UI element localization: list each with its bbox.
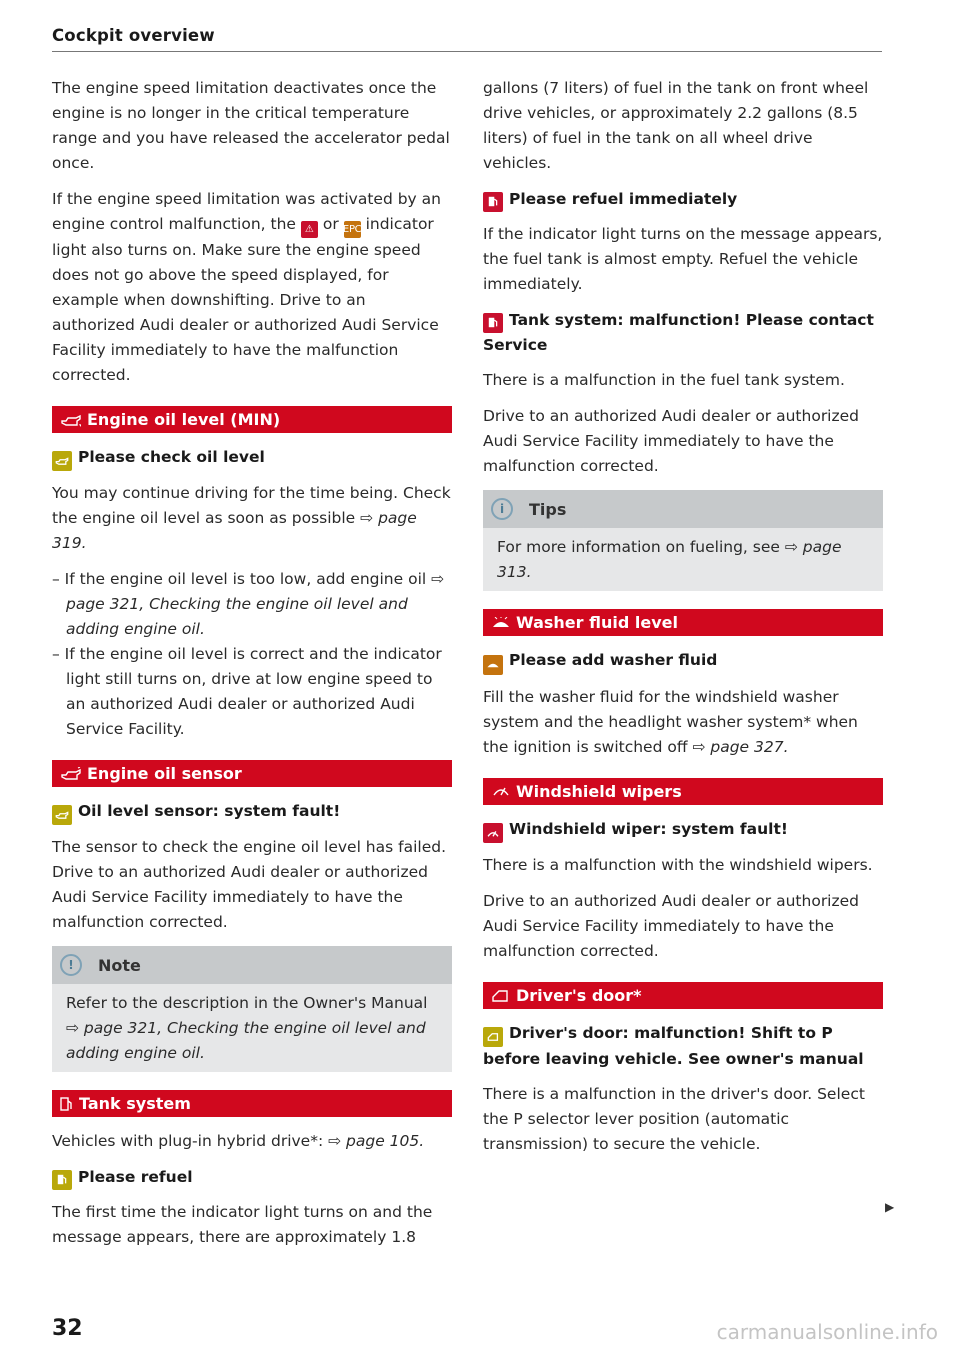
instruction-list	[52, 567, 452, 742]
page-number: 32	[52, 1316, 83, 1341]
fuel-pump-icon	[483, 313, 503, 333]
page-reference: ⇨ page 327.	[692, 737, 789, 756]
page-reference: ⇨ page 321, Checking the engine oil level and adding engine oil.	[66, 1019, 426, 1062]
paragraph: The first time the indicator light turns on and the message appears, there are approximately 1.8	[52, 1203, 433, 1246]
info-icon: i	[491, 498, 513, 520]
note-body: Refer to the description in the Owner's Manual ⇨ page 321, Checking the engine oil level and adding engine oil.	[52, 984, 452, 1072]
paragraph: If the indicator light turns on the message appears, the fuel tank is almost empty. Refuel the vehicle immediately.	[483, 225, 883, 293]
epc-icon: EPC	[344, 221, 361, 238]
fuel-pump-icon	[60, 1096, 74, 1112]
subheading: Please add washer fluid	[483, 648, 883, 675]
section-bar-washer: Washer fluid level	[483, 609, 883, 636]
page-reference: ⇨ page 313.	[497, 538, 842, 581]
oil-sensor-icon	[52, 805, 72, 825]
wiper-icon	[491, 785, 511, 797]
page-reference: ⇨ page 319.	[52, 509, 417, 552]
note-box	[52, 946, 452, 1072]
subheading: Please refuel immediately	[483, 187, 883, 212]
fuel-pump-icon	[52, 1170, 72, 1190]
section-bar-wipers: Windshield wipers	[483, 778, 883, 805]
tips-body: For more information on fueling, see ⇨ page 313.	[483, 528, 883, 591]
continue-arrow-icon: ▶	[885, 1200, 895, 1214]
subheading: Tank system: malfunction! Please contact Service	[483, 311, 874, 354]
paragraph: The sensor to check the engine oil level has failed. Drive to an authorized Audi dealer or authorized Audi Service Facility immediately to have the malfunction corrected.	[52, 838, 447, 931]
paragraph: You may continue driving for the time being. Check the engine oil level as soon as possible ⇨ page 319.	[52, 484, 451, 552]
section-bar-door: Driver's door*	[483, 982, 883, 1009]
section-bar-oil-level: Engine oil level (MIN)	[52, 406, 452, 433]
exclamation-icon: !	[60, 954, 82, 976]
paragraph: There is a malfunction in the fuel tank system.	[483, 371, 845, 389]
paragraph: gallons (7 liters) of fuel in the tank on front wheel drive vehicles, or approximately 2.2 gallons (8.5 liters) of fuel in the tank on all wheel drive vehicles.	[483, 79, 869, 172]
engine-warning-icon: ⚠	[301, 221, 318, 238]
door-icon	[491, 989, 511, 1003]
section-bar-oil-sensor: Engine oil sensor	[52, 760, 452, 787]
right-column	[483, 76, 883, 1168]
fuel-pump-icon	[483, 192, 503, 212]
subheading: Please refuel	[52, 1165, 452, 1190]
page-reference: ⇨ page 321, Checking the engine oil level and adding engine oil.	[66, 570, 445, 638]
paragraph: If the engine speed limitation was activated by an engine control malfunction, the ⚠ or EPC indicator light also turns on. Make sure the engine speed does not go above the speed displayed, for example when downshifting. Drive to an authorized Audi dealer or authorized Audi Service Facility immediately to have the malfunction corrected.	[52, 190, 441, 384]
left-column	[52, 76, 452, 1261]
washer-fluid-icon	[491, 617, 511, 629]
tips-header: i Tips	[483, 490, 883, 528]
paragraph: Fill the washer fluid for the windshield washer system and the headlight washer system* when the ignition is switched off ⇨ page 327.	[483, 687, 858, 756]
tips-box	[483, 490, 883, 591]
paragraph: The engine speed limitation deactivates once the engine is no longer in the critical temperature range and you have released the accelerator pedal once.	[52, 79, 450, 172]
subheading: Please check oil level	[52, 445, 452, 471]
door-icon	[483, 1027, 503, 1047]
list-item: – If the engine oil level is too low, add engine oil ⇨ page 321, Checking the engine oil level and adding engine oil.	[52, 570, 445, 638]
section-bar-tank: Tank system	[52, 1090, 452, 1117]
page-reference: ⇨ page 105.	[328, 1132, 425, 1150]
header-rule	[52, 51, 882, 52]
paragraph: Drive to an authorized Audi dealer or authorized Audi Service Facility immediately to have the malfunction corrected.	[483, 407, 860, 475]
paragraph: There is a malfunction with the windshield wipers.	[483, 856, 873, 874]
paragraph: Vehicles with plug-in hybrid drive*: ⇨ page 105.	[52, 1132, 425, 1150]
note-header: ! Note	[52, 946, 452, 984]
page-header	[52, 26, 882, 45]
subheading: Driver's door: malfunction! Shift to P before leaving vehicle. See owner's manual	[483, 1024, 864, 1068]
watermark: carmanualsonline.info	[716, 1320, 938, 1344]
paragraph: Drive to an authorized Audi dealer or authorized Audi Service Facility immediately to have the malfunction corrected.	[483, 892, 860, 960]
list-item: – If the engine oil level is correct and the indicator light still turns on, drive at low engine speed to an authorized Audi dealer or authorized Audi Service Facility.	[52, 645, 442, 738]
oil-can-icon	[60, 413, 82, 427]
oil-sensor-icon	[60, 767, 82, 781]
subheading: Oil level sensor: system fault!	[52, 799, 452, 825]
wiper-icon	[483, 823, 503, 843]
paragraph: There is a malfunction in the driver's door. Select the P selector lever position (automatic transmission) to secure the vehicle.	[483, 1085, 865, 1153]
subheading: Windshield wiper: system fault!	[483, 817, 883, 844]
washer-fluid-icon	[483, 655, 503, 675]
oil-level-icon	[52, 451, 72, 471]
section-title: Cockpit overview	[52, 26, 215, 45]
